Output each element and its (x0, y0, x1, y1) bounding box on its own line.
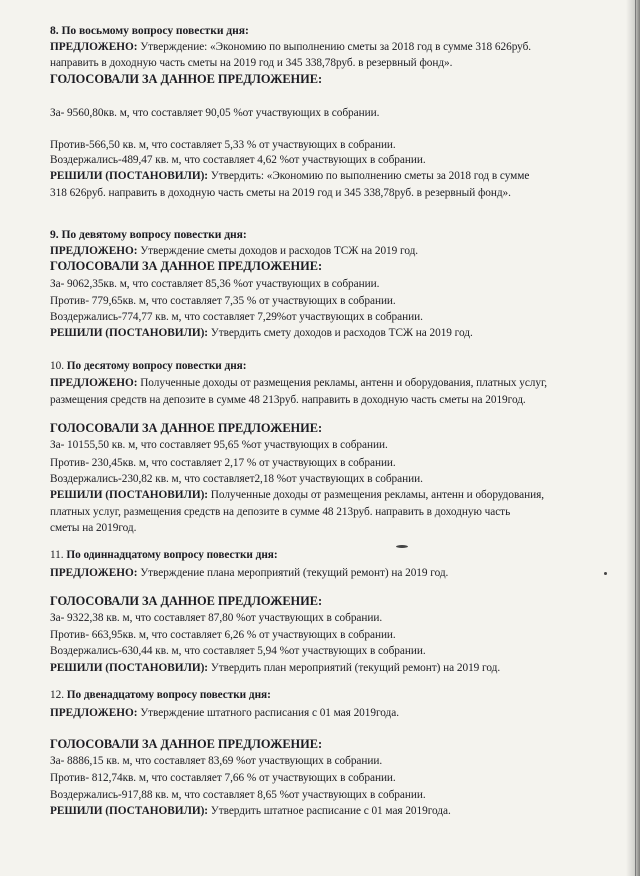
q8-vote-for: За- 9560,80кв. м, что составляет 90,05 %от участвующих в собрании. (50, 107, 380, 119)
q8-heading: 8. По восьмому вопросу повестки дня: (50, 24, 249, 37)
q12-proposed-label: ПРЕДЛОЖЕНО: (50, 707, 138, 719)
q8-vote-against: Против-566,50 кв. м, что составляет 5,33 % от участвующих в собрании. (50, 139, 396, 151)
q11-voted-heading: ГОЛОСОВАЛИ ЗА ДАННОЕ ПРЕДЛОЖЕНИЕ: (50, 594, 323, 608)
q12-heading: По двенадцатому вопросу повестки дня: (66, 689, 271, 701)
q11-heading-number: 11. (50, 549, 67, 561)
q10-decided-line-2: платных услуг, размещения средств на депозите в сумме 48 213руб. направить в доходную часть (50, 506, 511, 518)
q8-decided-label: РЕШИЛИ (ПОСТАНОВИЛИ): (50, 170, 208, 182)
q9-vote-for: За- 9062,35кв. м, что составляет 85,36 %от участвующих в собрании. (50, 278, 380, 290)
scan-dot (604, 572, 607, 575)
q9-proposed-label: ПРЕДЛОЖЕНО: (50, 245, 138, 257)
q11-decided-text-1: Утвердить план мероприятий (текущий ремонт) на 2019 год. (208, 662, 501, 674)
q8-proposed-line-2: направить в доходную часть сметы на 2019 год и 345 338,78руб. в резервный фонд». (50, 57, 453, 69)
q12-vote-for: За- 8886,15 кв. м, что составляет 83,69 %от участвующих в собрании. (50, 755, 383, 767)
q11-vote-against: Против- 663,95кв. м, что составляет 6,26 % от участвующих в собрании. (50, 629, 396, 641)
q10-proposed-line-2: размещения средств на депозите в сумме 48 213руб. направить в доходную часть сметы на 2019год. (50, 394, 526, 406)
q12-voted-heading: ГОЛОСОВАЛИ ЗА ДАННОЕ ПРЕДЛОЖЕНИЕ: (50, 737, 323, 751)
q10-decided-text-1: Полученные доходы от размещения рекламы, антенн и оборудования, (208, 489, 544, 501)
q10-proposed-label: ПРЕДЛОЖЕНО: (50, 377, 138, 389)
q9-decided-text-1: Утвердить смету доходов и расходов ТСЖ на 2019 год. (208, 327, 473, 339)
q11-decided-line-1 (50, 661, 500, 675)
q10-vote-abstained: Воздержались-230,82 кв. м, что составляет2,18 %от участвующих в собрании. (50, 473, 423, 485)
q12-decided-text-1: Утвердить штатное расписание с 01 мая 2019года. (208, 805, 451, 817)
q11-vote-abstained: Воздержались-630,44 кв. м, что составляет 5,94 %от участвующих в собрании. (50, 645, 426, 657)
q10-decided-label: РЕШИЛИ (ПОСТАНОВИЛИ): (50, 489, 208, 501)
q9-proposed-text-1: Утверждение сметы доходов и расходов ТСЖ на 2019 год. (137, 245, 419, 257)
q9-voted-heading: ГОЛОСОВАЛИ ЗА ДАННОЕ ПРЕДЛОЖЕНИЕ: (50, 259, 323, 273)
q10-heading: По десятому вопросу повестки дня: (66, 360, 247, 372)
q12-heading-line (50, 688, 271, 702)
q9-heading: 9. По девятому вопросу повестки дня: (50, 228, 247, 241)
q9-vote-against: Против- 779,65кв. м, что составляет 7,35 % от участвующих в собрании. (50, 295, 396, 307)
q8-voted-heading: ГОЛОСОВАЛИ ЗА ДАННОЕ ПРЕДЛОЖЕНИЕ: (50, 72, 323, 86)
q10-heading-number: 10. (50, 360, 67, 372)
q10-proposed-line-1 (50, 376, 547, 390)
q8-decided-line-2: 318 626руб. направить в доходную часть сметы на 2019 год и 345 338,78руб. в резервный фонд». (50, 187, 511, 199)
q8-vote-abstained: Воздержались-489,47 кв. м, что составляет 4,62 %от участвующих в собрании. (50, 154, 426, 166)
q12-vote-against: Против- 812,74кв. м, что составляет 7,66 % от участвующих в собрании. (50, 772, 396, 784)
q8-decided-line-1 (50, 169, 529, 183)
page-edge-shadow (626, 0, 640, 876)
q9-decided-label: РЕШИЛИ (ПОСТАНОВИЛИ): (50, 327, 208, 339)
q11-proposed-label: ПРЕДЛОЖЕНО: (50, 567, 138, 579)
q11-heading-line (50, 548, 278, 562)
q11-vote-for: За- 9322,38 кв. м, что составляет 87,80 %от участвующих в собрании. (50, 612, 383, 624)
q10-voted-heading: ГОЛОСОВАЛИ ЗА ДАННОЕ ПРЕДЛОЖЕНИЕ: (50, 421, 323, 435)
q12-vote-abstained: Воздержались-917,88 кв. м, что составляет 8,65 %от участвующих в собрании. (50, 789, 426, 801)
q9-decided-line-1 (50, 326, 473, 340)
q12-proposed-line-1 (50, 706, 399, 720)
q10-decided-line-1 (50, 488, 544, 502)
q10-vote-against: Против- 230,45кв. м, что составляет 2,17 % от участвующих в собрании. (50, 457, 396, 469)
q11-decided-label: РЕШИЛИ (ПОСТАНОВИЛИ): (50, 662, 208, 674)
q8-decided-text-1: Утвердить: «Экономию по выполнению сметы за 2018 год в сумме (208, 170, 530, 182)
q10-proposed-text-1: Полученные доходы от размещения рекламы, антенн и оборудования, платных услуг, (137, 377, 548, 389)
page-edge-line (635, 0, 636, 876)
q11-proposed-text-1: Утверждение плана мероприятий (текущий ремонт) на 2019 год. (137, 567, 449, 579)
q11-proposed-line-1 (50, 566, 448, 580)
scan-speck (396, 545, 408, 548)
q10-vote-for: За- 10155,50 кв. м, что составляет 95,65 %от участвующих в собрании. (50, 439, 388, 451)
q10-heading-line (50, 359, 246, 373)
q11-heading: По одиннадцатому вопросу повестки дня: (66, 549, 278, 561)
q12-proposed-text-1: Утверждение штатного расписания с 01 мая 2019года. (137, 707, 399, 719)
q12-heading-number: 12. (50, 689, 67, 701)
q8-proposed-text-1: Утверждение: «Экономию по выполнению сметы за 2018 год в сумме 318 626руб. (137, 41, 532, 53)
q9-proposed-line-1 (50, 244, 418, 258)
q8-proposed-label: ПРЕДЛОЖЕНО: (50, 41, 138, 53)
q8-proposed-line-1 (50, 40, 531, 54)
q10-decided-line-3: сметы на 2019год. (50, 522, 137, 534)
q12-decided-label: РЕШИЛИ (ПОСТАНОВИЛИ): (50, 805, 208, 817)
q12-decided-line-1 (50, 804, 451, 818)
q9-vote-abstained: Воздержались-774,77 кв. м, что составляет 7,29%от участвующих в собрании. (50, 311, 423, 323)
